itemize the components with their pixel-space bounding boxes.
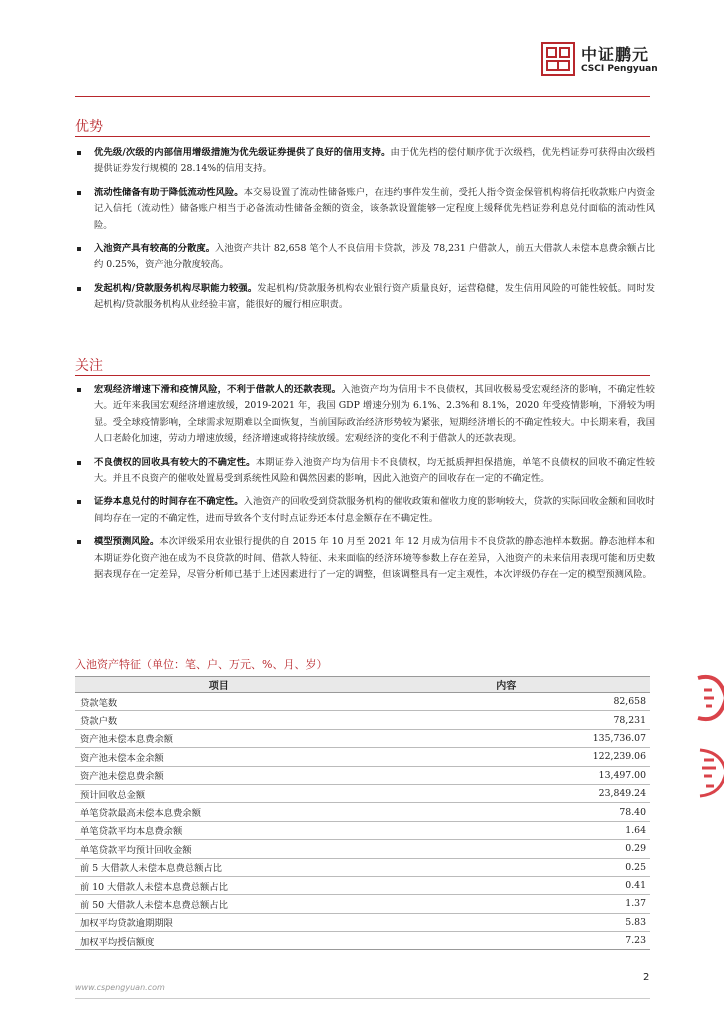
bullet-item: [75, 241, 655, 274]
concerns-list: [75, 382, 655, 590]
strengths-list: [75, 145, 655, 321]
logo-text-cn: 中证鹏元: [581, 45, 650, 64]
bullet-text: 发起机构/贷款服务机构农业银行资产质量良好，运营稳健，发生信用风险的可能性较低。同时发起机构/贷款服务机构从业经验丰富，能很好的履行相应职责。: [94, 282, 655, 311]
table-cell-label: 贷款户数: [75, 711, 363, 729]
pool-table-title: 入池资产特征（单位：笔、户、万元、%、月、岁）: [75, 658, 328, 671]
bullet-item: [75, 494, 655, 527]
table-cell-value: 0.29: [363, 840, 651, 858]
bullet-square-icon: [77, 461, 81, 465]
strengths-title: 优势: [75, 119, 103, 135]
bullet-item: [75, 281, 655, 314]
bullet-item: [75, 382, 655, 448]
bullet-square-icon: [77, 151, 81, 155]
bullet-square-icon: [77, 540, 81, 544]
table-row: [75, 803, 650, 821]
table-cell-value: 78.40: [363, 803, 651, 821]
table-cell-label: 前 50 大借款人未偿本息费总额占比: [75, 895, 363, 913]
table-row: [75, 821, 650, 839]
bullet-heading: 优先级/次级的内部信用增级措施为优先级证券提供了良好的信用支持。: [94, 147, 391, 158]
bullet-heading: 模型预测风险。: [94, 536, 160, 548]
table-cell-label: 加权平均贷款逾期期限: [75, 913, 363, 931]
bullet-text: 本交易设置了流动性储备账户，在违约事件发生前，受托人指令资金保管机构将信托收款账户内资金记入信托（流动性）储备账户相当于必备流动性储备金额的资金，该条款设置能够一定程度上缓释优先档证券利息兑付面临的流动性风险。: [94, 186, 655, 231]
bullet-item: [75, 455, 655, 488]
footer-url: www.cspengyuan.com: [75, 983, 165, 992]
table-cell-label: 加权平均授信额度: [75, 932, 363, 950]
table-row: [75, 932, 650, 950]
seal-stamp-icon: [690, 668, 724, 728]
bullet-item: [75, 534, 655, 583]
table-row: [75, 784, 650, 802]
bullet-heading: 入池资产具有较高的分散度。: [94, 243, 216, 255]
pool-characteristics-table: [75, 676, 650, 950]
logo-mark-icon: [541, 42, 575, 76]
table-cell-label: 资产池未偿息费余额: [75, 766, 363, 784]
bullet-text: 本期证券入池资产均为信用卡不良债权，均无抵质押担保措施，单笔不良债权的回收不确定性较大。并且不良资产的催收处置易受到系统性风险和偶然因素的影响，因此入池资产的回收存在一定的不确定性。: [94, 456, 655, 485]
bullet-text: 入池资产均为信用卡不良债权，其回收极易受宏观经济的影响，不确定性较大。近年来我国宏观经济增速放缓，2019-2021 年，我国 GDP 增速分别为 6.1%、2.3%和 8.1%，2020 年受疫情影响，下滑较为明显。受全球疫情影响，全球需求短期难以全面恢复，当前国际政治经济形势较为紧张，短期经济增长的不确定性较大。中长期来看，我国人口老龄化加速，劳动力增速放缓，经济增速或将持续放缓。宏观经济的变化不利于借款人的还款表现。: [94, 384, 655, 445]
table-cell-label: 单笔贷款最高未偿本息费余额: [75, 803, 363, 821]
seal-stamp-icon: [690, 742, 724, 802]
table-row: [75, 711, 650, 729]
bullet-heading: 不良债权的回收具有较大的不确定性。: [94, 456, 256, 468]
table-header-item: 项目: [75, 677, 363, 693]
table-cell-label: 单笔贷款平均预计回收金额: [75, 840, 363, 858]
page-number: 2: [643, 972, 650, 983]
table-cell-value: 135,736.07: [363, 729, 651, 747]
table-row: [75, 748, 650, 766]
bullet-item: [75, 185, 655, 234]
table-row: [75, 895, 650, 913]
bullet-square-icon: [77, 191, 81, 195]
table-header-row: [75, 677, 650, 693]
bullet-square-icon: [77, 388, 81, 392]
table-row: [75, 693, 650, 711]
table-cell-value: 5.83: [363, 913, 651, 931]
table-cell-label: 资产池未偿本金余额: [75, 748, 363, 766]
concerns-title: 关注: [75, 358, 103, 374]
bullet-text: 入池资产共计 82,658 笔个人不良信用卡贷款，涉及 78,231 户借款人，前五大借款人未偿本息费余额占比约 0.25%，资产池分散度较高。: [94, 243, 655, 271]
table-cell-label: 资产池未偿本息费余额: [75, 729, 363, 747]
bullet-text: 由于优先档的偿付顺序优于次级档，优先档证券可获得由次级档提供证券发行规模的 28.14%的信用支持。: [94, 147, 655, 175]
bullet-text: 本次评级采用农业银行提供的自 2015 年 10 月至 2021 年 12 月成为信用卡不良贷款的静态池样本数据。静态池样本和本期证券化资产池在成为不良贷款的时间、借款人特征、未来面临的经济环境等参数上存在差异，入池资产的未来信用表现可能和历史数据表现存在一定差异，尽管分析师已基于上述因素进行了一定的调整，但该调整具有一定主观性，本次评级仍存在一定的模型预测风险。: [94, 536, 655, 581]
header-divider: [75, 96, 650, 97]
logo-text-en: CSCI Pengyuan: [581, 64, 658, 74]
table-cell-value: 23,849.24: [363, 784, 651, 802]
table-cell-value: 122,239.06: [363, 748, 651, 766]
table-cell-label: 前 10 大借款人未偿本息费总额占比: [75, 876, 363, 894]
table-cell-label: 单笔贷款平均本息费余额: [75, 821, 363, 839]
table-cell-value: 0.41: [363, 876, 651, 894]
table-cell-value: 78,231: [363, 711, 651, 729]
concerns-divider: [75, 375, 650, 376]
bullet-heading: 证券本息兑付的时间存在不确定性。: [94, 496, 244, 508]
bullet-heading: 发起机构/贷款服务机构尽职能力较强。: [94, 282, 258, 294]
bullet-heading: 宏观经济增速下滑和疫情风险，不利于借款人的还款表现。: [94, 384, 342, 395]
company-logo: [535, 40, 695, 80]
table-cell-label: 前 5 大借款人未偿本息费总额占比: [75, 858, 363, 876]
table-row: [75, 729, 650, 747]
table-header-content: 内容: [363, 677, 651, 693]
table-cell-value: 0.25: [363, 858, 651, 876]
table-cell-value: 7.23: [363, 932, 651, 950]
table-cell-value: 1.64: [363, 821, 651, 839]
table-cell-value: 1.37: [363, 895, 651, 913]
strengths-divider: [75, 136, 650, 137]
footer-divider: [75, 998, 650, 999]
bullet-square-icon: [77, 287, 81, 291]
bullet-text: 入池资产的回收受到贷款服务机构的催收政策和催收力度的影响较大，贷款的实际回收金额和回收时间均存在一定的不确定性，进而导致各个支付时点证券还本付息金额存在不确定性。: [94, 496, 655, 524]
bullet-heading: 流动性储备有助于降低流动性风险。: [94, 186, 244, 198]
table-row: [75, 876, 650, 894]
table-row: [75, 766, 650, 784]
bullet-item: [75, 145, 655, 178]
table-row: [75, 840, 650, 858]
bullet-square-icon: [77, 500, 81, 504]
bullet-square-icon: [77, 247, 81, 251]
table-cell-value: 13,497.00: [363, 766, 651, 784]
table-cell-label: 贷款笔数: [75, 693, 363, 711]
table-row: [75, 913, 650, 931]
table-cell-value: 82,658: [363, 693, 651, 711]
table-row: [75, 858, 650, 876]
table-cell-label: 预计回收总金额: [75, 784, 363, 802]
